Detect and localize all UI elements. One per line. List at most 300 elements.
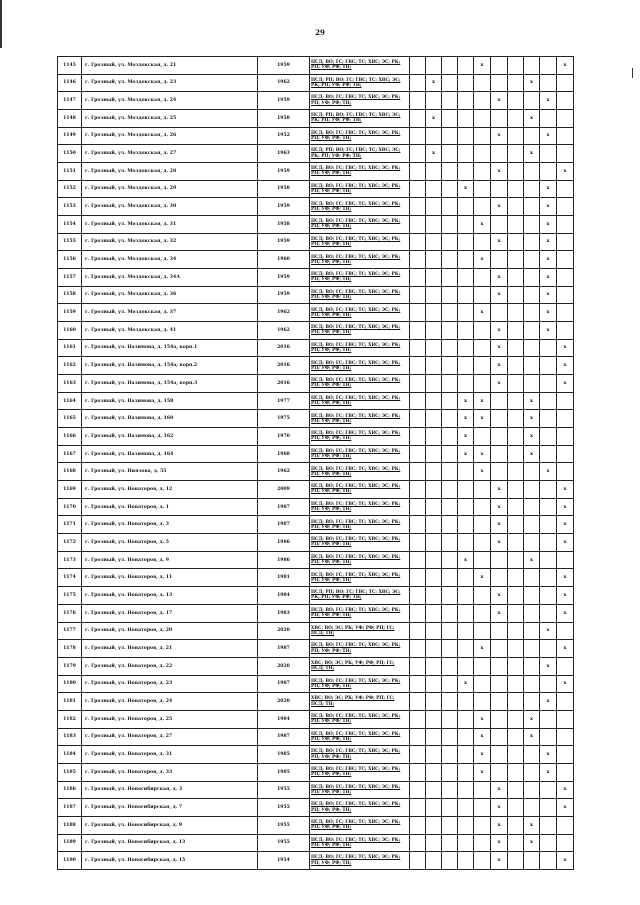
work-mark-cell xyxy=(442,127,458,145)
work-mark-cell xyxy=(474,852,491,870)
work-mark-cell xyxy=(442,640,458,658)
work-mark-cell xyxy=(491,180,508,198)
work-mark-cell xyxy=(458,693,474,711)
work-mark-cell xyxy=(508,233,524,251)
work-mark-cell: x xyxy=(557,587,574,605)
work-mark-cell xyxy=(524,92,540,110)
work-mark-cell: x xyxy=(524,428,540,446)
work-mark-cell xyxy=(474,286,491,304)
work-mark-cell: x xyxy=(491,375,508,393)
systems-cell: ПСД; ВО; ГС; ГВС; ТС; ХВС; ЭС; РК; РП; УФ; РФ; ТН; xyxy=(310,216,410,234)
work-mark-cell xyxy=(410,410,426,428)
work-mark-cell xyxy=(491,145,508,163)
work-mark-cell xyxy=(426,233,442,251)
work-mark-cell xyxy=(410,163,426,181)
systems-cell: ПСД; ВО; ГС; ГВС; ТС; ХВС; ЭС; РК; РП; УФ; РФ; ТН; xyxy=(310,463,410,481)
work-mark-cell xyxy=(442,269,458,287)
work-mark-cell xyxy=(458,286,474,304)
work-mark-cell xyxy=(524,251,540,269)
work-mark-cell xyxy=(442,233,458,251)
year-built-cell: 2016 xyxy=(258,375,310,393)
work-mark-cell xyxy=(557,322,574,340)
systems-cell: ПСД; ВО; ГС; ГВС; ТС; ХВС; ЭС; РК; РП; УФ; РФ; ТН; xyxy=(310,286,410,304)
work-mark-cell xyxy=(474,375,491,393)
year-built-cell: 2020 xyxy=(258,622,310,640)
systems-cell: ПСД; ВО; ГС; ГВС; ТС; ХВС; ЭС; РК; РП; УФ; РФ; ТН; xyxy=(310,304,410,322)
work-mark-cell: x xyxy=(557,675,574,693)
work-mark-cell xyxy=(540,57,557,75)
address-cell: г. Грозный, ул. Моздокская, д. 23 xyxy=(82,74,258,92)
systems-cell: ПСД; ВО; ГС; ГВС; ТС; ХВС; ЭС; РК; РП; УФ; РФ; ТН; xyxy=(310,763,410,781)
work-mark-cell xyxy=(442,92,458,110)
work-mark-cell xyxy=(540,163,557,181)
address-cell: г. Грозный, ул. Моздокская, д. 25 xyxy=(82,110,258,128)
table-row xyxy=(58,463,574,481)
address-cell: г. Грозный, ул. Новаторов, д. 17 xyxy=(82,604,258,622)
work-mark-cell xyxy=(410,375,426,393)
work-mark-cell xyxy=(442,534,458,552)
year-built-cell: 1955 xyxy=(258,799,310,817)
work-mark-cell: x xyxy=(491,163,508,181)
work-mark-cell: x xyxy=(524,410,540,428)
table-row xyxy=(58,163,574,181)
work-mark-cell xyxy=(442,163,458,181)
work-mark-cell: x xyxy=(557,516,574,534)
work-mark-cell xyxy=(426,657,442,675)
work-mark-cell xyxy=(458,781,474,799)
work-mark-cell: x xyxy=(557,604,574,622)
row-number-cell: 1162 xyxy=(58,357,82,375)
work-mark-cell xyxy=(410,339,426,357)
year-built-cell: 1959 xyxy=(258,286,310,304)
work-mark-cell xyxy=(458,799,474,817)
work-mark-cell xyxy=(442,728,458,746)
work-mark-cell xyxy=(426,834,442,852)
work-mark-cell: x xyxy=(524,110,540,128)
row-number-cell: 1161 xyxy=(58,339,82,357)
work-mark-cell: x xyxy=(540,198,557,216)
year-built-cell: 2016 xyxy=(258,339,310,357)
work-mark-cell xyxy=(508,286,524,304)
row-number-cell: 1148 xyxy=(58,110,82,128)
year-built-cell: 1955 xyxy=(258,834,310,852)
work-mark-cell: x xyxy=(524,445,540,463)
work-mark-cell: x xyxy=(540,657,557,675)
work-mark-cell xyxy=(557,180,574,198)
work-mark-cell: x xyxy=(491,834,508,852)
work-mark-cell xyxy=(458,763,474,781)
work-mark-cell xyxy=(540,534,557,552)
work-mark-cell: x xyxy=(557,640,574,658)
work-mark-cell xyxy=(426,534,442,552)
work-mark-cell xyxy=(524,233,540,251)
work-mark-cell xyxy=(410,74,426,92)
work-mark-cell xyxy=(557,746,574,764)
work-mark-cell xyxy=(410,746,426,764)
work-mark-cell xyxy=(458,498,474,516)
work-mark-cell xyxy=(474,816,491,834)
work-mark-cell: x xyxy=(491,233,508,251)
work-mark-cell xyxy=(442,428,458,446)
work-mark-cell: x xyxy=(524,710,540,728)
work-mark-cell xyxy=(508,640,524,658)
work-mark-cell xyxy=(442,357,458,375)
work-mark-cell xyxy=(426,216,442,234)
work-mark-cell xyxy=(442,57,458,75)
work-mark-cell xyxy=(524,657,540,675)
work-mark-cell: x xyxy=(491,198,508,216)
work-mark-cell xyxy=(474,587,491,605)
work-mark-cell xyxy=(557,198,574,216)
work-mark-cell xyxy=(410,516,426,534)
table-row xyxy=(58,675,574,693)
year-built-cell: 1962 xyxy=(258,304,310,322)
row-number-cell: 1178 xyxy=(58,640,82,658)
work-mark-cell xyxy=(458,728,474,746)
row-number-cell: 1167 xyxy=(58,445,82,463)
work-mark-cell xyxy=(557,304,574,322)
year-built-cell: 1962 xyxy=(258,322,310,340)
work-mark-cell xyxy=(442,145,458,163)
work-mark-cell xyxy=(442,251,458,269)
work-mark-cell: x xyxy=(491,92,508,110)
work-mark-cell xyxy=(458,834,474,852)
work-mark-cell xyxy=(508,74,524,92)
address-cell: г. Грозный, ул. Новосибирская, д. 13 xyxy=(82,834,258,852)
work-mark-cell xyxy=(491,304,508,322)
work-mark-cell xyxy=(508,763,524,781)
address-cell: г. Грозный, ул. Моздокская, д. 28 xyxy=(82,163,258,181)
work-mark-cell: x xyxy=(491,816,508,834)
work-mark-cell xyxy=(442,657,458,675)
work-mark-cell xyxy=(426,763,442,781)
work-mark-cell xyxy=(557,834,574,852)
address-cell: г. Грозный, ул. Новаторов, д. 13 xyxy=(82,587,258,605)
table-row xyxy=(58,834,574,852)
row-number-cell: 1187 xyxy=(58,799,82,817)
table-row xyxy=(58,640,574,658)
work-mark-cell xyxy=(474,92,491,110)
work-mark-cell xyxy=(557,428,574,446)
work-mark-cell xyxy=(458,657,474,675)
address-cell: г. Грозный, ул. Моздокская, д. 32 xyxy=(82,233,258,251)
work-mark-cell xyxy=(540,587,557,605)
work-mark-cell: x xyxy=(557,481,574,499)
work-mark-cell: x xyxy=(491,322,508,340)
row-number-cell: 1184 xyxy=(58,746,82,764)
work-mark-cell xyxy=(474,145,491,163)
work-mark-cell xyxy=(458,127,474,145)
work-mark-cell: x xyxy=(458,675,474,693)
work-mark-cell xyxy=(410,269,426,287)
work-mark-cell xyxy=(442,516,458,534)
work-mark-cell xyxy=(458,304,474,322)
work-mark-cell xyxy=(508,693,524,711)
work-mark-cell xyxy=(426,251,442,269)
table-row xyxy=(58,392,574,410)
year-built-cell: 1959 xyxy=(258,163,310,181)
work-mark-cell xyxy=(557,286,574,304)
work-mark-cell: x xyxy=(491,852,508,870)
work-mark-cell xyxy=(442,110,458,128)
address-cell: г. Грозный, ул. Новаторов, д. 11 xyxy=(82,569,258,587)
address-cell: г. Грозный, ул. Новосибирская, д. 15 xyxy=(82,852,258,870)
work-mark-cell: x xyxy=(540,251,557,269)
work-mark-cell: x xyxy=(540,693,557,711)
year-built-cell: 1952 xyxy=(258,127,310,145)
work-mark-cell xyxy=(410,127,426,145)
work-mark-cell xyxy=(426,622,442,640)
address-cell: г. Грозный, ул. Новаторов, д. 12 xyxy=(82,481,258,499)
work-mark-cell xyxy=(458,339,474,357)
year-built-cell: 1959 xyxy=(258,92,310,110)
systems-cell: ХВС; ВО; ЭС; РК; УФ; РФ; РП; ГС; ПСД; ТН; xyxy=(310,657,410,675)
row-number-cell: 1189 xyxy=(58,834,82,852)
row-number-cell: 1147 xyxy=(58,92,82,110)
work-mark-cell xyxy=(508,463,524,481)
work-mark-cell xyxy=(524,286,540,304)
work-mark-cell xyxy=(557,693,574,711)
systems-cell: ПСД; ВО; ГС; ГВС; ТС; ХВС; ЭС; РК; РП; УФ; РФ; ТН; xyxy=(310,604,410,622)
work-mark-cell xyxy=(491,463,508,481)
work-mark-cell: x xyxy=(458,180,474,198)
table-row xyxy=(58,445,574,463)
work-mark-cell xyxy=(524,463,540,481)
work-mark-cell: x xyxy=(426,74,442,92)
row-number-cell: 1155 xyxy=(58,233,82,251)
table-row xyxy=(58,551,574,569)
row-number-cell: 1149 xyxy=(58,127,82,145)
work-mark-cell: x xyxy=(491,127,508,145)
work-mark-cell xyxy=(426,693,442,711)
work-mark-cell xyxy=(442,445,458,463)
work-mark-cell xyxy=(540,604,557,622)
work-mark-cell: x xyxy=(474,640,491,658)
work-mark-cell xyxy=(557,622,574,640)
work-mark-cell xyxy=(458,322,474,340)
work-mark-cell xyxy=(410,428,426,446)
work-mark-cell: x xyxy=(540,463,557,481)
row-number-cell: 1159 xyxy=(58,304,82,322)
work-mark-cell xyxy=(540,569,557,587)
work-mark-cell xyxy=(508,551,524,569)
work-mark-cell xyxy=(508,127,524,145)
row-number-cell: 1157 xyxy=(58,269,82,287)
work-mark-cell: x xyxy=(540,92,557,110)
work-mark-cell xyxy=(410,233,426,251)
systems-cell: ХВС; ВО; ЭС; РК; УФ; РФ; РП; ГС; ПСД; ТН; xyxy=(310,693,410,711)
work-mark-cell xyxy=(491,410,508,428)
year-built-cell: 1975 xyxy=(258,410,310,428)
work-mark-cell xyxy=(410,198,426,216)
work-mark-cell xyxy=(540,145,557,163)
work-mark-cell: x xyxy=(540,622,557,640)
row-number-cell: 1164 xyxy=(58,392,82,410)
row-number-cell: 1185 xyxy=(58,763,82,781)
work-mark-cell xyxy=(508,163,524,181)
table-row xyxy=(58,145,574,163)
work-mark-cell xyxy=(524,127,540,145)
systems-cell: ПСД; ВО; ГС; ГВС; ТС; ХВС; ЭС; РК; РП; УФ; РФ; ТН; xyxy=(310,339,410,357)
work-mark-cell xyxy=(458,57,474,75)
work-mark-cell: x xyxy=(557,57,574,75)
year-built-cell: 1963 xyxy=(258,145,310,163)
work-mark-cell: x xyxy=(540,180,557,198)
table-row xyxy=(58,728,574,746)
work-mark-cell: x xyxy=(474,746,491,764)
work-mark-cell xyxy=(458,375,474,393)
work-mark-cell xyxy=(426,816,442,834)
table-row xyxy=(58,657,574,675)
work-mark-cell xyxy=(442,392,458,410)
address-cell: г. Грозный, ул. Моздокская, д. 21 xyxy=(82,57,258,75)
systems-cell: ПСД; ВО; ГС; ГВС; ТС; ХВС; ЭС; РК; РП; УФ; РФ; ТН; xyxy=(310,180,410,198)
table-row xyxy=(58,410,574,428)
work-mark-cell xyxy=(491,251,508,269)
table-row xyxy=(58,216,574,234)
work-mark-cell xyxy=(474,357,491,375)
work-mark-cell: x xyxy=(540,216,557,234)
work-mark-cell xyxy=(410,180,426,198)
year-built-cell: 1987 xyxy=(258,640,310,658)
work-mark-cell xyxy=(508,569,524,587)
systems-cell: ПСД; ВО; ГС; ГВС; ТС; ХВС; ЭС; РК; РП; УФ; РФ; ТН; xyxy=(310,481,410,499)
work-mark-cell xyxy=(491,428,508,446)
work-mark-cell xyxy=(442,74,458,92)
work-mark-cell xyxy=(458,481,474,499)
systems-cell: ПСД; ВО; ГС; ГВС; ТС; ХВС; ЭС; РК; РП; УФ; РФ; ТН; xyxy=(310,534,410,552)
work-mark-cell xyxy=(508,357,524,375)
table-row xyxy=(58,74,574,92)
work-mark-cell xyxy=(524,781,540,799)
work-mark-cell xyxy=(557,216,574,234)
work-mark-cell xyxy=(524,622,540,640)
address-cell: г. Грозный, ул. Новаторов, д. 31 xyxy=(82,746,258,764)
systems-cell: ПСД; ВО; ГС; ГВС; ТС; ХВС; ЭС; РК; РП; УФ; РФ; ТН; xyxy=(310,163,410,181)
work-mark-cell xyxy=(474,534,491,552)
work-mark-cell xyxy=(540,375,557,393)
address-cell: г. Грозный, ул. Новаторов, д. 5 xyxy=(82,534,258,552)
work-mark-cell: x xyxy=(474,763,491,781)
work-mark-cell xyxy=(524,375,540,393)
year-built-cell: 1958 xyxy=(258,180,310,198)
table-row xyxy=(58,852,574,870)
year-built-cell: 1987 xyxy=(258,675,310,693)
work-mark-cell xyxy=(491,657,508,675)
work-mark-cell xyxy=(557,269,574,287)
row-number-cell: 1188 xyxy=(58,816,82,834)
work-mark-cell xyxy=(508,110,524,128)
row-number-cell: 1152 xyxy=(58,180,82,198)
address-cell: г. Грозный, ул. Новосибирская, д. 9 xyxy=(82,816,258,834)
work-mark-cell xyxy=(410,551,426,569)
work-mark-cell: x xyxy=(474,728,491,746)
work-mark-cell xyxy=(557,445,574,463)
work-mark-cell xyxy=(458,710,474,728)
table-row xyxy=(58,587,574,605)
work-mark-cell xyxy=(491,392,508,410)
work-mark-cell xyxy=(491,216,508,234)
row-number-cell: 1156 xyxy=(58,251,82,269)
year-built-cell: 1968 xyxy=(258,445,310,463)
work-mark-cell xyxy=(524,746,540,764)
row-number-cell: 1190 xyxy=(58,852,82,870)
work-mark-cell: x xyxy=(491,357,508,375)
work-mark-cell xyxy=(442,198,458,216)
work-mark-cell xyxy=(474,481,491,499)
work-mark-cell xyxy=(524,569,540,587)
work-mark-cell xyxy=(442,746,458,764)
address-cell: г. Грозный, ул. Моздокская, д. 41 xyxy=(82,322,258,340)
work-mark-cell xyxy=(474,675,491,693)
work-mark-cell xyxy=(426,799,442,817)
work-mark-cell: x xyxy=(524,392,540,410)
work-mark-cell xyxy=(442,834,458,852)
work-mark-cell xyxy=(491,763,508,781)
systems-cell: ПСД; ВО; ГС; ГВС; ТС; ХВС; ЭС; РК; РП; УФ; РФ; ТН; xyxy=(310,198,410,216)
work-mark-cell xyxy=(540,799,557,817)
work-mark-cell xyxy=(458,92,474,110)
work-mark-cell xyxy=(524,675,540,693)
work-mark-cell xyxy=(524,57,540,75)
work-mark-cell: x xyxy=(540,746,557,764)
table-row xyxy=(58,428,574,446)
work-mark-cell xyxy=(426,587,442,605)
work-mark-cell xyxy=(442,569,458,587)
address-cell: г. Грозный, ул. Новаторов, д. 3 xyxy=(82,516,258,534)
work-mark-cell: x xyxy=(557,534,574,552)
table-row xyxy=(58,604,574,622)
work-mark-cell xyxy=(410,534,426,552)
registry-body xyxy=(58,57,574,870)
year-built-cell: 1959 xyxy=(258,198,310,216)
work-mark-cell: x xyxy=(458,551,474,569)
work-mark-cell xyxy=(557,145,574,163)
work-mark-cell xyxy=(474,127,491,145)
work-mark-cell xyxy=(442,463,458,481)
year-built-cell: 1986 xyxy=(258,534,310,552)
work-mark-cell xyxy=(540,834,557,852)
work-mark-cell xyxy=(508,428,524,446)
work-mark-cell xyxy=(524,799,540,817)
row-number-cell: 1182 xyxy=(58,710,82,728)
work-mark-cell xyxy=(508,852,524,870)
row-number-cell: 1171 xyxy=(58,516,82,534)
row-number-cell: 1169 xyxy=(58,481,82,499)
work-mark-cell: x xyxy=(540,127,557,145)
row-number-cell: 1145 xyxy=(58,57,82,75)
year-built-cell: 1981 xyxy=(258,569,310,587)
year-built-cell: 1987 xyxy=(258,728,310,746)
work-mark-cell xyxy=(557,127,574,145)
systems-cell: ПСД; ВО; ГС; ГВС; ТС; ХВС; ЭС; РК; РП; УФ; РФ; ТН; xyxy=(310,127,410,145)
work-mark-cell xyxy=(524,587,540,605)
address-cell: г. Грозный, ул. Новаторов, д. 27 xyxy=(82,728,258,746)
work-mark-cell xyxy=(442,286,458,304)
work-mark-cell xyxy=(491,746,508,764)
work-mark-cell xyxy=(426,746,442,764)
work-mark-cell: x xyxy=(540,304,557,322)
work-mark-cell xyxy=(524,304,540,322)
work-mark-cell xyxy=(458,463,474,481)
year-built-cell: 1955 xyxy=(258,781,310,799)
work-mark-cell xyxy=(474,604,491,622)
table-row xyxy=(58,57,574,75)
table-row xyxy=(58,763,574,781)
work-mark-cell xyxy=(540,445,557,463)
address-cell: г. Грозный, ул. Моздокская, д. 29 xyxy=(82,180,258,198)
work-mark-cell xyxy=(491,110,508,128)
